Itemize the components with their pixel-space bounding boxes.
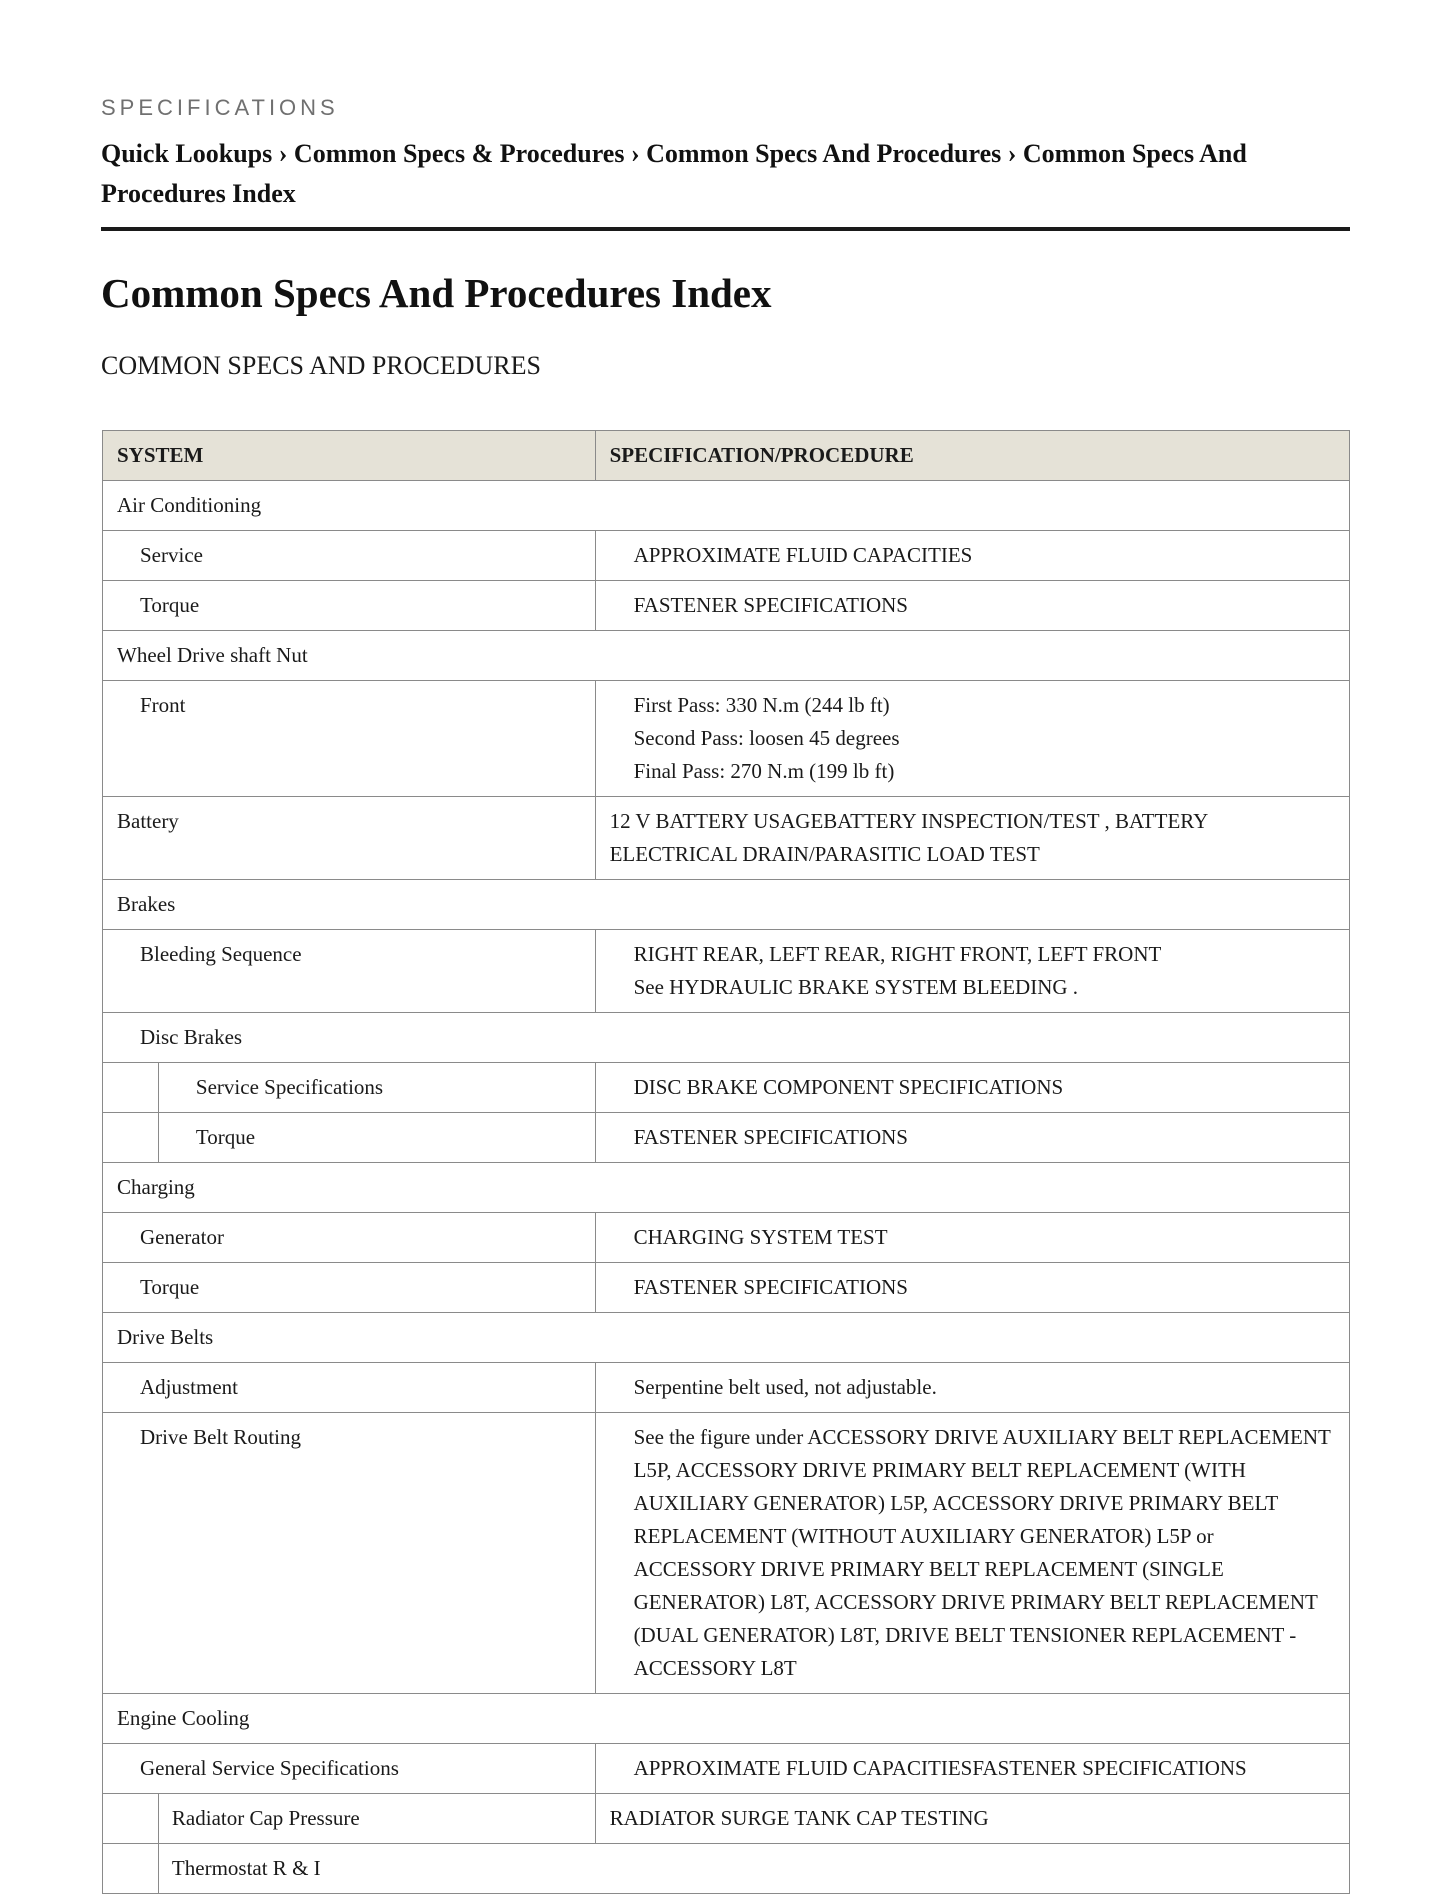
table-row: [103, 1213, 1350, 1263]
page-title: Common Specs And Procedures Index: [101, 270, 772, 316]
spec-cell: [595, 1213, 1349, 1263]
system-cell: Adjustment: [103, 1363, 596, 1413]
page-subtitle: COMMON SPECS AND PROCEDURES: [101, 351, 541, 380]
table-row: [103, 1413, 1350, 1694]
system-cell: Air Conditioning: [103, 481, 1350, 531]
spec-link[interactable]: See HYDRAULIC BRAKE SYSTEM BLEEDING .: [633, 975, 1079, 999]
table-row: [103, 1694, 1350, 1744]
indent-cell: [103, 1794, 159, 1844]
spec-cell: [595, 1113, 1349, 1163]
system-cell: Bleeding Sequence: [103, 930, 596, 1013]
breadcrumb-separator: ›: [1001, 139, 1023, 168]
system-cell: Battery: [103, 797, 596, 880]
spec-text: First Pass: 330 N.m (244 lb ft): [633, 693, 890, 717]
table-row: [103, 1263, 1350, 1313]
breadcrumb-separator: ›: [272, 139, 294, 168]
spec-link[interactable]: APPROXIMATE FLUID CAPACITIESFASTENER SPECIFICATIONS: [633, 1756, 1247, 1780]
breadcrumb-common-specs-and-procedures[interactable]: Common Specs And Procedures: [646, 139, 1002, 168]
system-cell: Disc Brakes: [103, 1013, 1350, 1063]
system-cell: Front: [103, 681, 596, 797]
spec-cell: [595, 1413, 1349, 1694]
table-row: [103, 1063, 1350, 1113]
system-cell: Radiator Cap Pressure: [158, 1794, 595, 1844]
system-cell: Charging: [103, 1163, 1350, 1213]
table-row: [103, 531, 1350, 581]
table-row: [103, 1013, 1350, 1063]
table-header-row: [103, 431, 1350, 481]
header-divider: [101, 227, 1350, 231]
system-cell: Thermostat R & I: [158, 1844, 1349, 1894]
indent-cell: [103, 1113, 159, 1163]
breadcrumb-common-specs-procedures[interactable]: Common Specs & Procedures: [293, 139, 625, 168]
table-row: [103, 1313, 1350, 1363]
spec-link[interactable]: 12 V BATTERY USAGEBATTERY INSPECTION/TEST , BATTERY ELECTRICAL DRAIN/PARASITIC LOAD TEST: [609, 809, 1208, 866]
spec-text: Serpentine belt used, not adjustable.: [633, 1375, 937, 1399]
spec-link[interactable]: RADIATOR SURGE TANK CAP TESTING: [609, 1806, 989, 1830]
spec-cell: [595, 797, 1349, 880]
spec-link[interactable]: FASTENER SPECIFICATIONS: [633, 1125, 908, 1149]
breadcrumb-separator: ›: [624, 139, 647, 168]
table-row: [103, 1113, 1350, 1163]
system-cell: Torque: [103, 581, 596, 631]
table-row: [103, 631, 1350, 681]
spec-cell: [595, 531, 1349, 581]
breadcrumb-current-page: Common Specs And Procedures Index: [101, 139, 1247, 208]
spec-text: RIGHT REAR, LEFT REAR, RIGHT FRONT, LEFT FRONT: [633, 942, 1162, 966]
table-row: [103, 681, 1350, 797]
system-cell: Torque: [158, 1113, 595, 1163]
table-row: [103, 1844, 1350, 1894]
system-cell: Service Specifications: [158, 1063, 595, 1113]
breadcrumb-quick-lookups[interactable]: Quick Lookups: [101, 139, 273, 168]
spec-text: Final Pass: 270 N.m (199 lb ft): [633, 759, 895, 783]
table-row: [103, 880, 1350, 930]
spec-link[interactable]: FASTENER SPECIFICATIONS: [633, 593, 908, 617]
system-cell: Drive Belt Routing: [103, 1413, 596, 1694]
system-cell: Generator: [103, 1213, 596, 1263]
table-row: [103, 1794, 1350, 1844]
header-spec-procedure: SPECIFICATION/PROCEDURE: [595, 431, 1349, 481]
indent-cell: [103, 1063, 159, 1113]
system-cell: Drive Belts: [103, 1313, 1350, 1363]
table-row: [103, 930, 1350, 1013]
table-row: [103, 797, 1350, 880]
table-row: [103, 481, 1350, 531]
system-cell: Brakes: [103, 880, 1350, 930]
table-row: [103, 581, 1350, 631]
table-row: [103, 1363, 1350, 1413]
spec-cell: [595, 1263, 1349, 1313]
spec-cell: [595, 930, 1349, 1013]
spec-link[interactable]: APPROXIMATE FLUID CAPACITIES: [633, 543, 973, 567]
spec-cell: [595, 1744, 1349, 1794]
spec-link[interactable]: FASTENER SPECIFICATIONS: [633, 1275, 908, 1299]
system-cell: Service: [103, 531, 596, 581]
indent-cell: [103, 1844, 159, 1894]
specs-table: [102, 430, 1350, 1894]
system-cell: General Service Specifications: [103, 1744, 596, 1794]
system-cell: Wheel Drive shaft Nut: [103, 631, 1350, 681]
breadcrumb: [101, 134, 1350, 214]
system-cell: Engine Cooling: [103, 1694, 1350, 1744]
header-system: SYSTEM: [103, 431, 596, 481]
spec-cell: [595, 1063, 1349, 1113]
system-cell: Torque: [103, 1263, 596, 1313]
table-row: [103, 1744, 1350, 1794]
spec-text: See the figure under ACCESSORY DRIVE AUXILIARY BELT REPLACEMENT L5P, ACCESSORY DRIVE PRIMARY BELT REPLACEMENT (WITH AUXILIARY GENERATOR) L5P, ACCESSORY DRIVE PRIMARY BELT REPLACEMENT (WITHOUT AUXILIARY GENERATOR) L5P or ACCESSORY DRIVE PRIMARY BELT REPLACEMENT (SINGLE GENERATOR) L8T, ACCESSORY DRIVE PRIMARY BELT REPLACEMENT (DUAL GENERATOR) L8T, DRIVE BELT TENSIONER REPLACEMENT - ACCESSORY L8T: [633, 1425, 1331, 1680]
table-row: [103, 1163, 1350, 1213]
spec-cell: [595, 681, 1349, 797]
spec-cell: [595, 581, 1349, 631]
spec-cell: [595, 1363, 1349, 1413]
section-label: SPECIFICATIONS: [101, 95, 339, 120]
spec-link[interactable]: CHARGING SYSTEM TEST: [633, 1225, 888, 1249]
spec-link[interactable]: DISC BRAKE COMPONENT SPECIFICATIONS: [633, 1075, 1064, 1099]
spec-text: Second Pass: loosen 45 degrees: [633, 726, 900, 750]
spec-cell: [595, 1794, 1349, 1844]
